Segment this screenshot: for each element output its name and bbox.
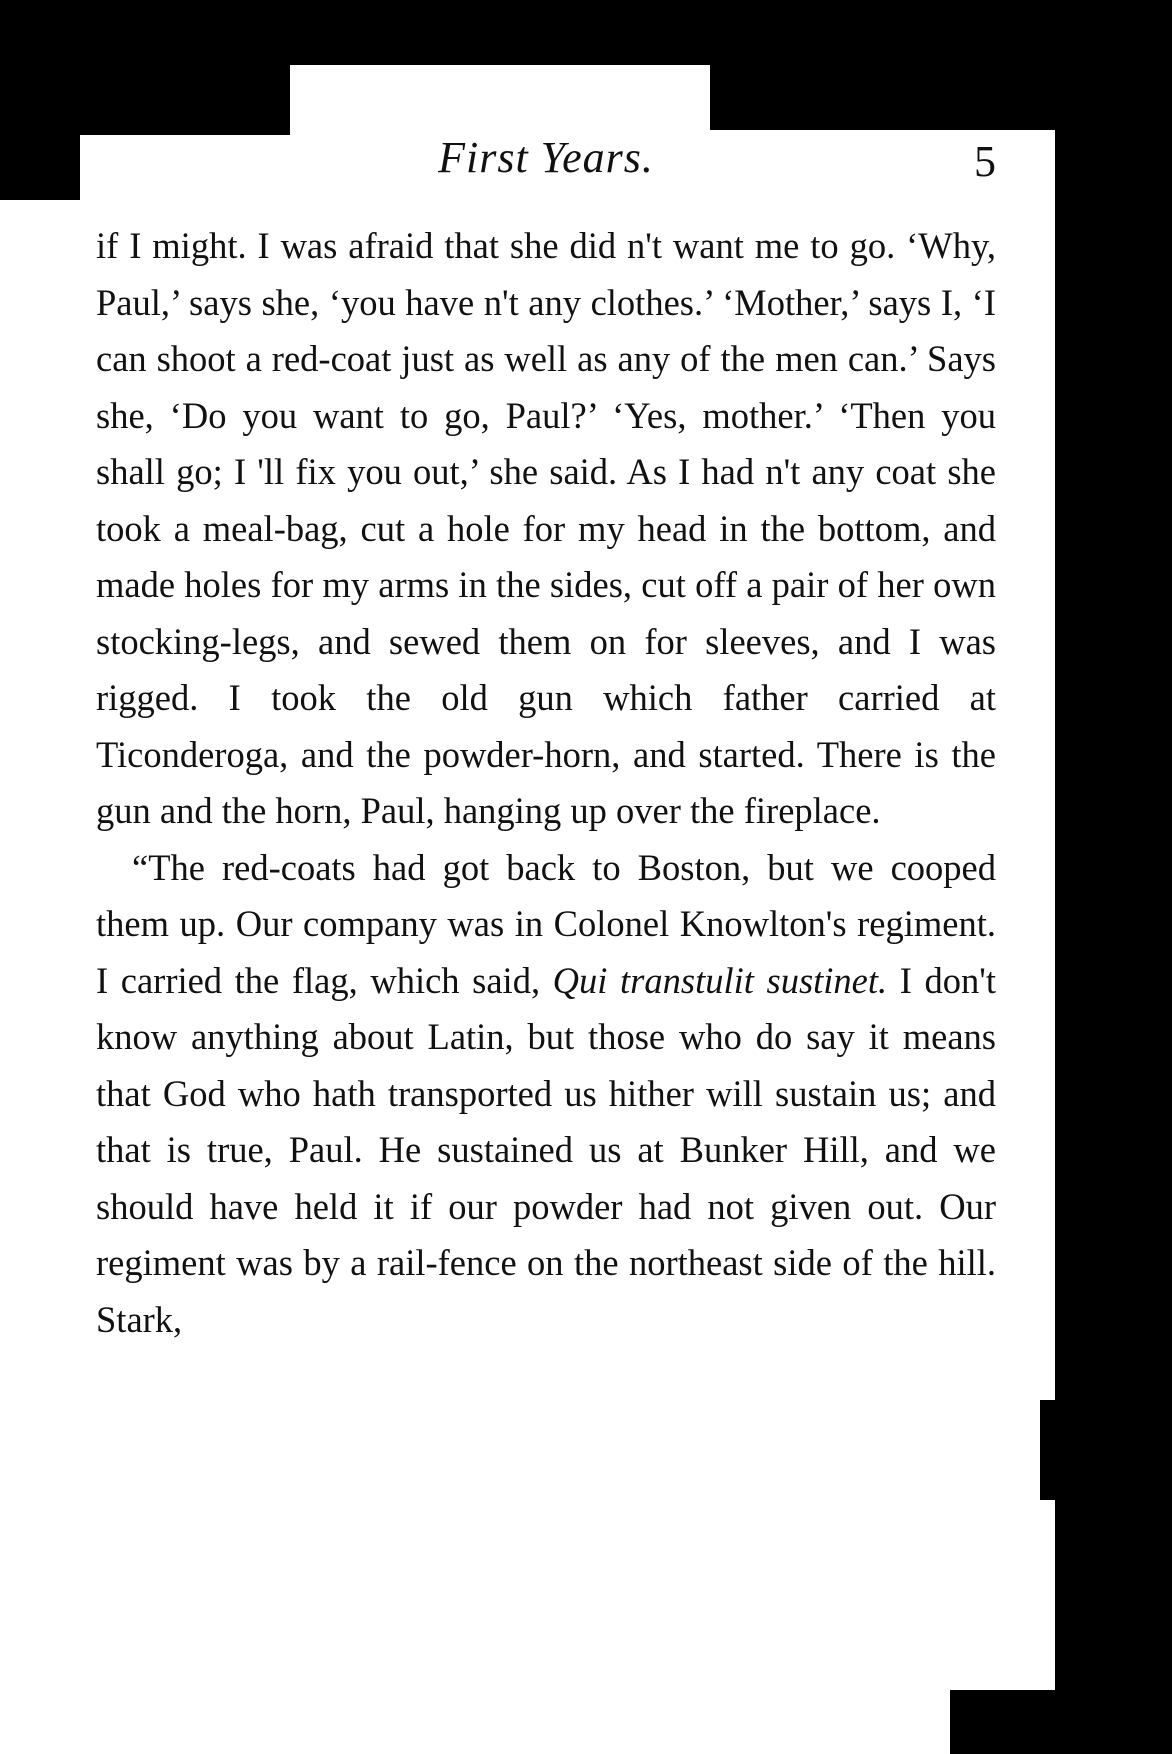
paragraph-2 [96,840,996,1349]
paragraph-2-text-after: I don't know anything about Latin, but those who do say it means that God who hath transported us hither will sustain us; and that is true, Paul. He sustained us at Bunker Hill, and we should have held it if our powder had not given out. Our regiment was by a rail-fence on the northeast side of the hill. Stark, [96,959,996,1340]
body-text [96,218,996,1348]
running-head [96,128,996,188]
latin-motto: Qui transtulit sustinet. [552,959,888,1001]
running-title: First Years. [438,133,654,182]
page-number: 5 [974,137,996,186]
paragraph-1: if I might. I was afraid that she did n't want me to go. ‘Why, Paul,’ says she, ‘you have n't any clothes.’ ‘Mother,’ says I, ‘I can shoot a red-coat just as well as any of the men can.’ Says she, ‘Do you want to go, Paul?’ ‘Yes, mother.’ ‘Then you shall go; I 'll fix you out,’ she said. As I had n't any coat she took a meal-bag, cut a hole for my head in the bottom, and made holes for my arms in the sides, cut off a pair of her own stocking-legs, and sewed them on for sleeves, and I was rigged. I took the old gun which father carried at Ticonderoga, and the powder-horn, and started. There is the gun and the horn, Paul, hanging up over the fireplace. [96,225,996,831]
paragraph-2-text-before: “The red-coats had got back to Boston, but we cooped them up. Our company was in Colonel Knowlton's regiment. I carried the flag, which said, [96,846,996,1001]
